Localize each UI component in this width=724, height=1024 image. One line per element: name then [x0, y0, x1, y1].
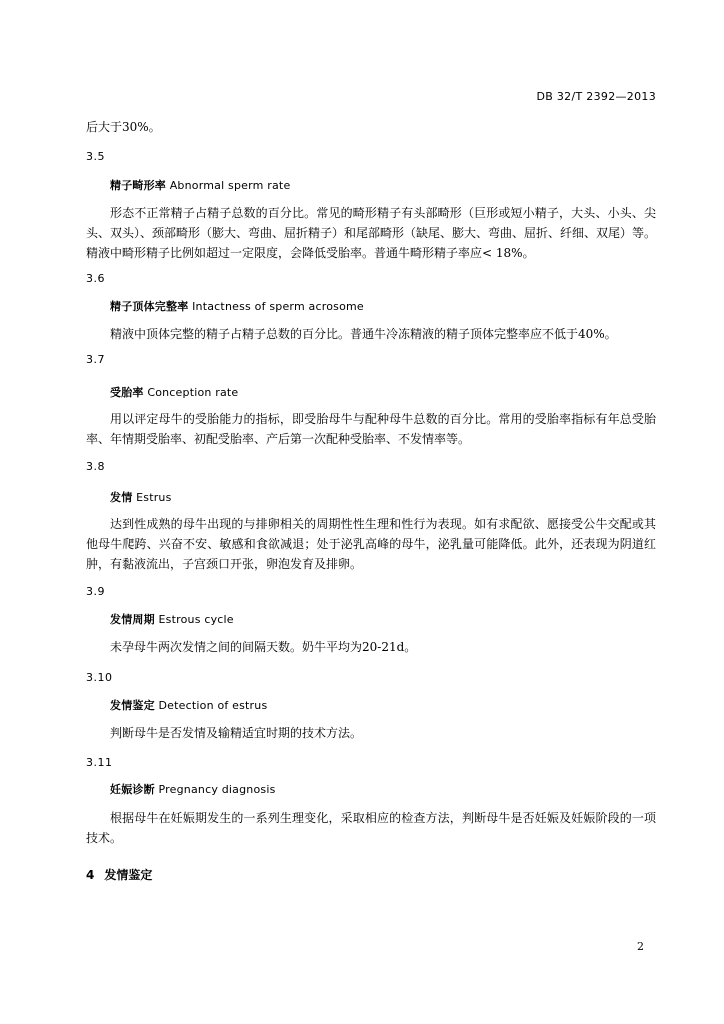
section-number: 3.6	[86, 272, 105, 285]
term-definition: 根据母牛在妊娠期发生的一系列生理变化，采取相应的检查方法，判断母牛是否妊娠及妊娠阶段的一项技术。	[86, 811, 656, 845]
term-chinese: 发情	[110, 491, 133, 504]
term-definition: 判断母牛是否发情及输精适宜时期的技术方法。	[110, 726, 363, 740]
term-chinese: 精子畸形率	[110, 179, 166, 192]
term-english: Abnormal sperm rate	[169, 179, 291, 192]
chapter-number: 4	[86, 868, 95, 882]
term-english: Intactness of sperm acrosome	[192, 300, 364, 313]
section-number: 3.5	[86, 150, 105, 163]
term-english: Estrus	[136, 491, 172, 504]
term-heading	[110, 384, 238, 400]
term-chinese: 受胎率	[110, 386, 144, 399]
chapter-heading	[86, 866, 152, 883]
term-chinese: 妊娠诊断	[110, 783, 155, 796]
chapter-title: 发情鉴定	[104, 868, 153, 882]
term-heading	[110, 489, 172, 505]
term-definition: 精液中顶体完整的精子占精子总数的百分比。普通牛冷冻精液的精子顶体完整率应不低于40%。	[110, 327, 617, 341]
term-english: Detection of estrus	[158, 699, 268, 712]
term-heading	[110, 697, 267, 713]
section-number: 3.8	[86, 460, 105, 473]
section-number: 3.7	[86, 353, 105, 366]
term-definition: 用以评定母牛的受胎能力的指标，即受胎母牛与配种母牛总数的百分比。常用的受胎率指标有年总受胎率、年情期受胎率、初配受胎率、产后第一次配种受胎率、不发情率等。	[86, 412, 656, 446]
section-number: 3.10	[86, 671, 113, 684]
term-definition: 形态不正常精子占精子总数的百分比。常见的畸形精子有头部畸形（巨形或短小精子，大头、小头、尖头、双头）、颈部畸形（膨大、弯曲、屈折精子）和尾部畸形（缺尾、膨大、弯曲、屈折、纤细、双尾）等。精液中畸形精子比例如超过一定限度，会降低受胎率。普通牛畸形精子率应< 18%。	[86, 206, 657, 260]
section-number: 3.9	[86, 585, 105, 598]
term-heading	[110, 177, 290, 193]
section-number: 3.11	[86, 756, 113, 769]
term-heading	[110, 298, 364, 314]
term-english: Estrous cycle	[158, 613, 234, 626]
document-code-header: DB 32/T 2392—2013	[536, 90, 656, 103]
page-number: 2	[637, 940, 644, 953]
term-heading	[110, 611, 234, 627]
term-chinese: 发情周期	[110, 613, 155, 626]
term-english: Pregnancy diagnosis	[158, 783, 276, 796]
term-heading	[110, 781, 276, 797]
term-chinese: 精子顶体完整率	[110, 300, 189, 313]
continuation-text: 后大于30%。	[86, 120, 161, 134]
term-definition: 达到性成熟的母牛出现的与排卵相关的周期性性生理和性行为表现。如有求配欲、愿接受公牛交配或其他母牛爬跨、兴奋不安、敏感和食欲减退；处于泌乳高峰的母牛，泌乳量可能降低。此外，还表现为阴道红肿，有黏液流出，子宫颈口开张，卵泡发育及排卵。	[86, 517, 656, 571]
term-english: Conception rate	[147, 386, 239, 399]
term-chinese: 发情鉴定	[110, 699, 155, 712]
term-definition: 未孕母牛两次发情之间的间隔天数。奶牛平均为20-21d。	[110, 640, 417, 654]
